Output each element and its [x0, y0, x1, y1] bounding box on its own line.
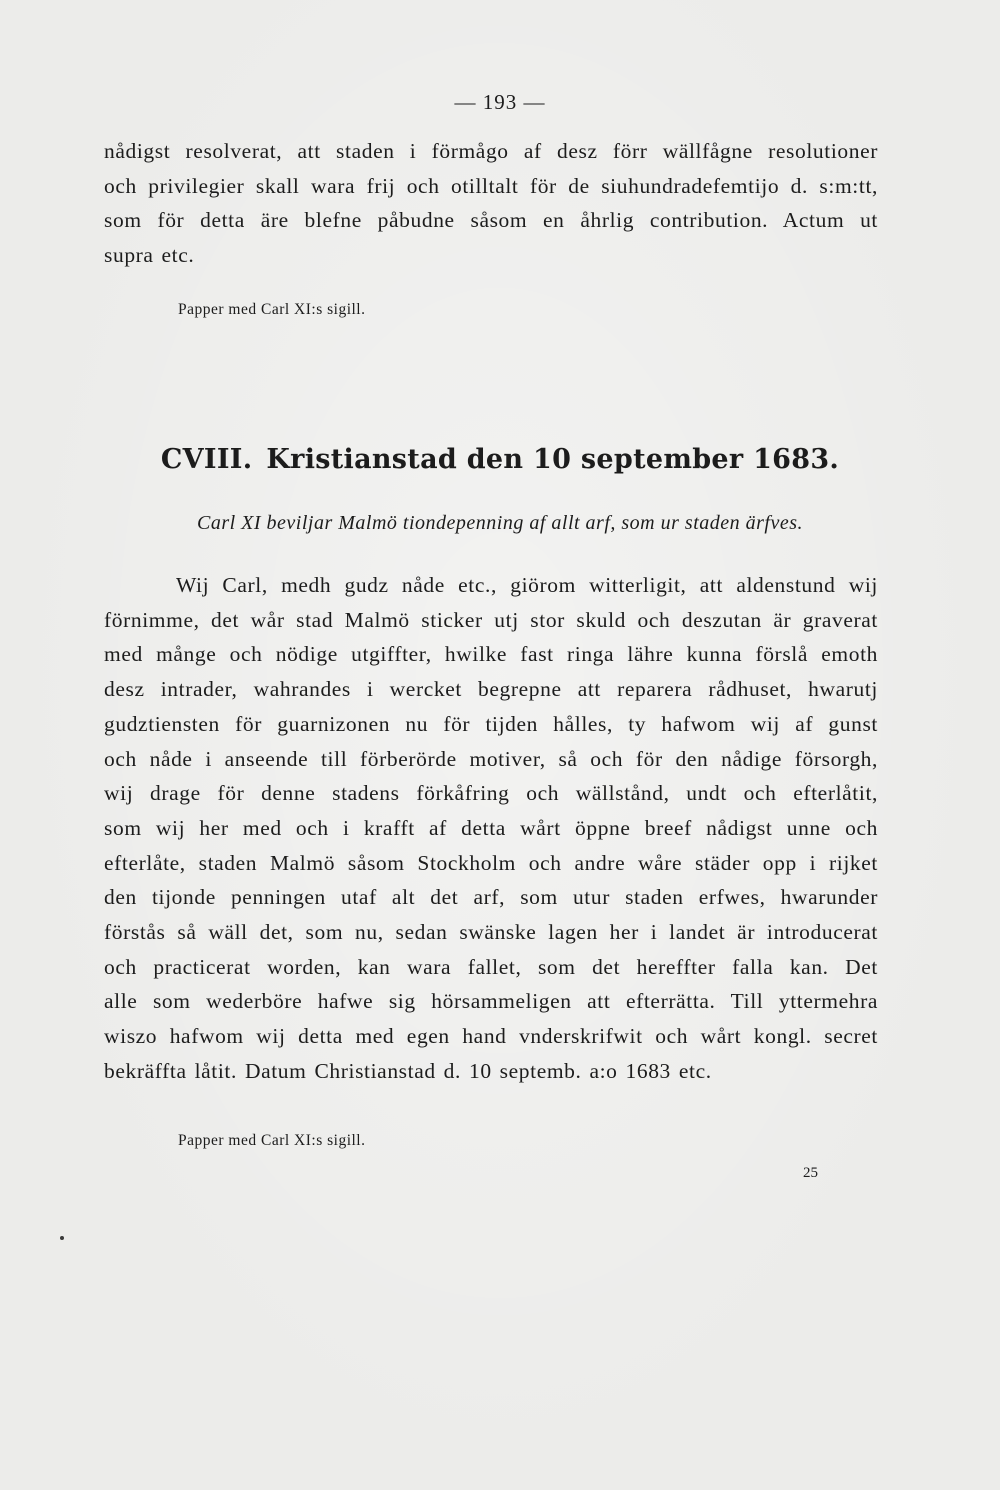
paragraph-line: gudztiensten för guarnizonen nu för tijden hålles, ty hafwom wij af gunst — [104, 711, 878, 736]
paragraph-line: nådigst resolverat, att staden i förmågo af desz förr wällfågne resolutioner — [104, 139, 878, 163]
paragraph-line: förstås så wäll det, som nu, sedan swänske lagen her i landet är introducerat — [104, 920, 878, 945]
paragraph-line: och nåde i anseende till förberörde motiver, så och för den nådige försorgh, — [104, 746, 878, 771]
paragraph-line: alle som wederböre hafwe sig hörsammeligen att efterrätta. Till yttermehra — [104, 989, 878, 1014]
paragraph-line: Wij Carl, medh gudz nåde etc., giörom witterligit, att aldenstund wij — [176, 573, 878, 597]
top-paragraph — [104, 134, 878, 273]
document-heading — [0, 444, 1000, 475]
document-title: Kristianstad den 10 september 1683. — [266, 444, 840, 475]
paragraph-line: supra etc. — [104, 243, 195, 268]
archival-note: Papper med Carl XI:s sigill. — [178, 301, 366, 318]
page-number: — 193 — — [454, 90, 546, 114]
paragraph-line: och practicerat worden, kan wara fallet, som det hereffter falla kan. Det — [104, 954, 878, 979]
paragraph-line: som wij her med och i krafft af detta wårt öppne breef nådigst unne och — [104, 815, 878, 840]
document-summary: Carl XI beviljar Malmö tiondepenning af allt arf, som ur staden ärfves. — [196, 512, 804, 534]
paper-speck — [60, 1236, 64, 1240]
archival-note: Papper med Carl XI:s sigill. — [178, 1132, 366, 1149]
paragraph-line: desz intrader, wahrandes i wercket begrepne att reparera rådhuset, hwarutj — [104, 677, 878, 702]
paragraph-line: förnimme, det wår stad Malmö sticker utj stor skuld och deszutan är graverat — [104, 607, 878, 632]
paragraph-line: bekräffta låtit. Datum Christianstad d. 10 septemb. a:o 1683 etc. — [104, 1058, 712, 1083]
signature-mark: 25 — [803, 1165, 818, 1181]
paragraph-line: med månge och nödige utgiffter, hwilke fast ringa lähre kunna förslå emoth — [104, 642, 878, 667]
paragraph-line: som för detta äre blefne påbudne såsom en åhrlig contribution. Actum ut — [104, 208, 878, 233]
paragraph-line: efterlåte, staden Malmö såsom Stockholm och andre wåre städer opp i rijket — [104, 850, 878, 875]
paragraph-line: och privilegier skall wara frij och otilltalt för de siuhundradefemtijo d. s:m:tt, — [104, 173, 878, 198]
document-number: CVIII. — [160, 444, 253, 475]
paragraph-line: den tijonde penningen utaf alt det arf, som utur staden erfwes, hwarunder — [104, 885, 878, 910]
main-paragraph — [104, 568, 878, 1089]
paragraph-line: wiszo hafwom wij detta med egen hand vnderskrifwit och wårt kongl. secret — [104, 1024, 878, 1049]
paragraph-line: wij drage för denne stadens förkåfring och wällstånd, undt och efterlåtit, — [104, 781, 878, 806]
